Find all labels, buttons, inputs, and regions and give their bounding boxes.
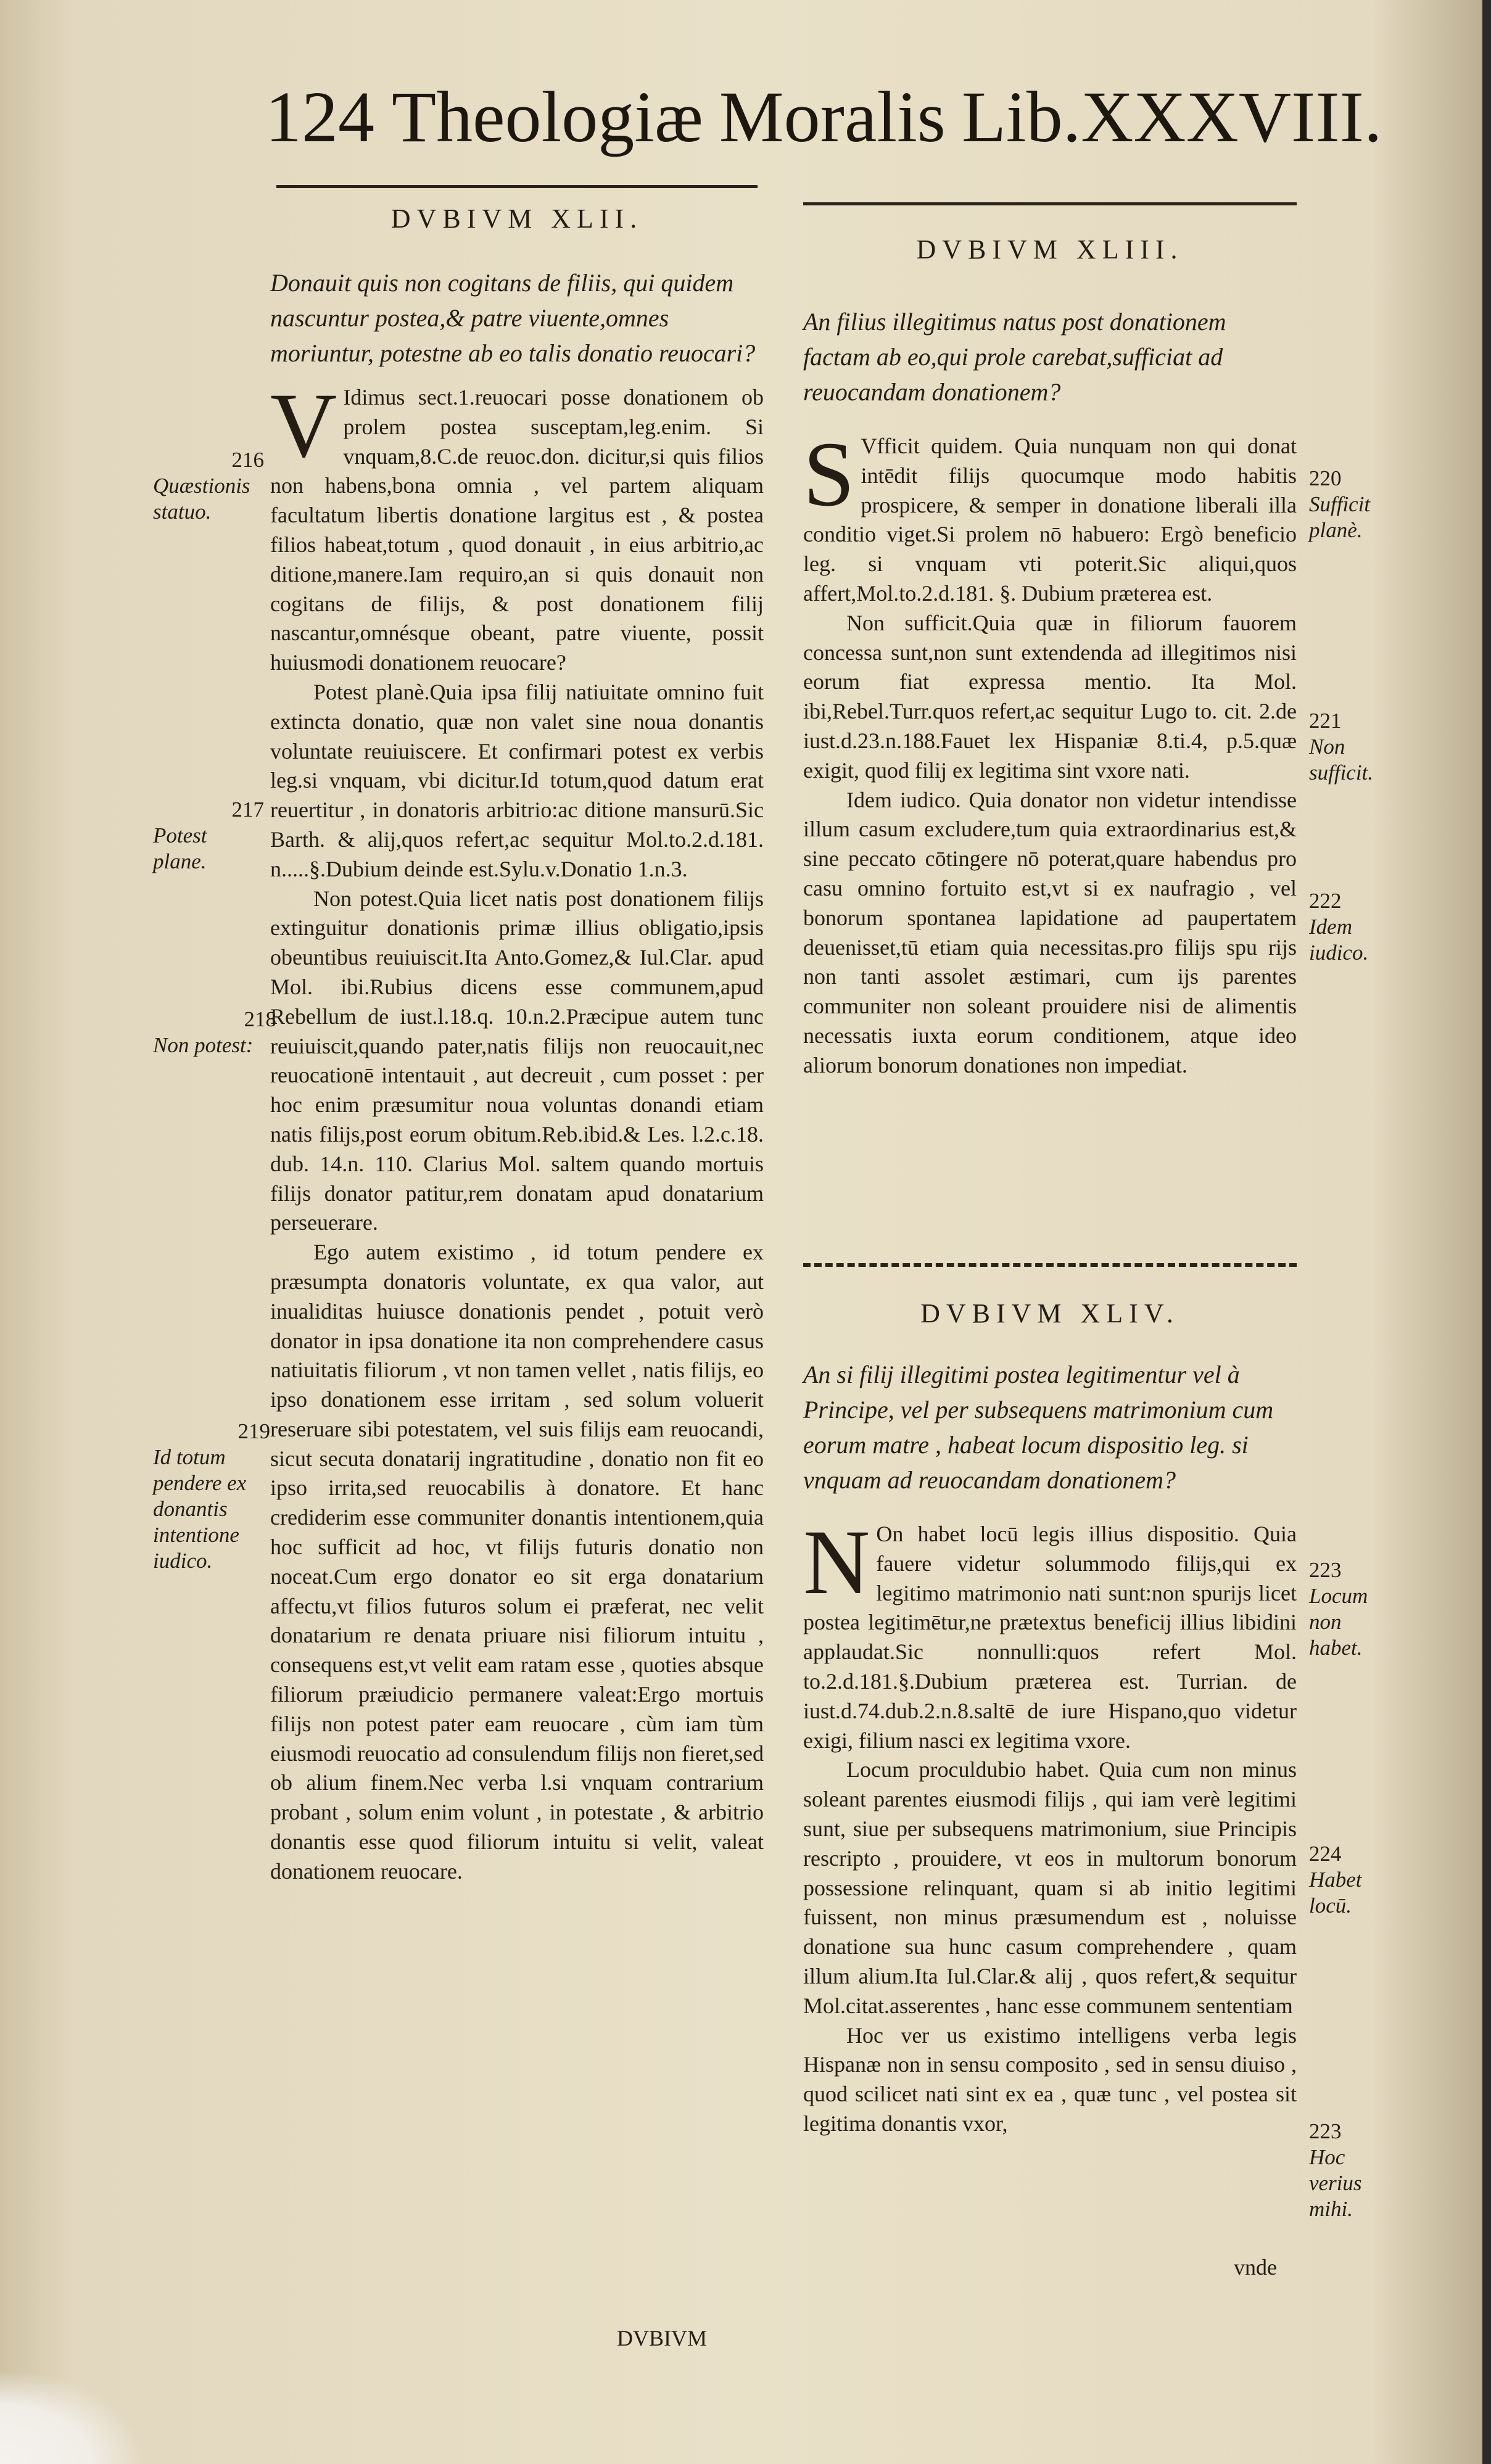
margin-note-217	[153, 797, 264, 875]
header-rule-right	[803, 202, 1297, 209]
dubium-42-heading: DVBIVM XLII.	[390, 204, 643, 234]
margin-note-223b-text: Hoc verius mihi.	[1309, 2145, 1362, 2221]
dubium-43-heading: DVBIVM XLIII.	[916, 234, 1184, 265]
margin-note-219	[153, 1419, 270, 1574]
paragraph-220	[803, 423, 1297, 609]
margin-note-222-number: 222	[1309, 889, 1342, 913]
margin-note-224	[1309, 1841, 1395, 1919]
paragraph-216-text: Idimus sect.1.reuocari posse donationem ob prolem postea susceptam,leg.enim. Si vnquam,8.C.de reuoc.don. dicitur,si quis filios non habens,bona omnia , vel partem aliquam facultatum libertis donatione largitus est , & postea filios habeat,totum , quod donauit , in eius arbitrio,ac ditione,manere.Iam requiro,an si quis donauit non cogitans de filijs, & post donationem filij nascantur,omnésque obeant, patre viuente, possit huiusmodi donationem reuocare?	[270, 385, 764, 675]
margin-note-223a	[1309, 1557, 1389, 1661]
margin-note-216-number: 216	[231, 448, 264, 472]
paragraph-224: Locum proculdubio habet. Quia cum non minus soleant parentes eiusmodi filijs , qui iam verè legitimi sunt, siue per subsequens matrimonium, siue Principis rescripto , prouidere, vt eos in multorum bonorum possessione relinquant, quam si ab initio legitimi fuissent, non minus præsumendum est , noluisse donatione sua hunc casum comprehendere , quam illum alium.Ita Iul.Clar.& alij , quos refert,& sequitur Mol.citat.asserentes , hanc esse communem sententiam	[803, 1757, 1297, 2018]
paragraph-221: Non sufficit.Quia quæ in filiorum fauorem concessa sunt,non sunt extendenda ad illegitimos nisi eorum fiat expressa mentio. Ita Mol. ibi,Rebel.Turr.quos refert,ac sequitur Lugo to. cit. 2.de iust.d.23.n.188.Fauet lex Hispaniæ 8.ti.4, p.5.quæ exigit, quod filij ex legitima sint vxore nati.	[803, 610, 1297, 783]
dubium-43-question: An filius illegitimus natus post donationem factam ab eo,qui prole carebat,sufficiat ad reuocandam donationem?	[803, 308, 1226, 406]
page-tear	[0, 2371, 142, 2464]
paragraph-220-text: Vfficit quidem. Quia nunquam non qui donat intēdit filijs quocumque modo habitis prospicere, & semper in donatione liberali illa conditio viget.Si prolem nō habuero: Ergò beneficio leg. si vnquam vti poterit.Sic aliqui,quos affert,Mol.to.2.d.181. §. Dubium præterea est.	[803, 434, 1297, 606]
right-column	[803, 231, 1297, 1081]
catchword: vnde	[1234, 2255, 1277, 2280]
dropcap-s: S	[803, 423, 855, 525]
margin-note-223a-number: 223	[1309, 1558, 1342, 1582]
paragraph-225: Hoc ver us existimo intelligens verba legis Hispanæ non in sensu composito , sed in sensu diuiso , quod scilicet nati sint ex ea , quæ tunc , vel postea sit legitima donantis vxor,	[803, 2022, 1297, 2136]
paragraph-223	[803, 1511, 1297, 1755]
paragraph-219: Ego autem existimo , id totum pendere ex præsumpta donatoris voluntate, ex qua valor, aut inualiditas huiusce donationis pendet , potuit verò donator in ipsa donatione ita non comprehendere casus natiuitatis filiorum , vt non tamen vellet , natis filijs, eo ipso donationem esse irritam , sed solum voluerit reseruare sibi potestatem, vel suis filijs eam reuocandi, sicut secuta donatarij ingratitudine , donatio non fit eo ipso irrita,sed reuocabilis à donatore. Et hanc crediderim esse communiter donantis intentionem,quia hoc sufficit ad hoc, vt filijs futuris donatio non noceat.Cum ergo donator eo sit erga donatarium affectu,vt filios futuros solum ei præferat, nec velit donatarium re denata priuare nisi filiorum intuitu , consequens est,vt velit eam ratam esse , quoties absque filiorum præiudicio permanere valeat:Ergo mortuis filijs non potest pater eam reuocare , cùm iam tùm eiusmodi reuocatio ad consulendum filijs non fieret,sed ob alium finem.Nec verba l.si vnquam contrarium probant , solum enim volunt , in potestate , & arbitrio donantis esse quod filiorum intuitu si velit, valeat donationem reuocare.	[270, 1240, 764, 1884]
dropcap-n: N	[803, 1511, 870, 1613]
margin-note-217-number: 217	[231, 797, 264, 822]
margin-note-220-number: 220	[1309, 466, 1342, 490]
margin-note-218-text: Non potest:	[153, 1033, 254, 1057]
header-rule-left	[276, 185, 758, 192]
dubium-42-question: Donauit quis non cogitans de filiis, qui quidem nascuntur postea,& patre viuente,omnes moriuntur, potestne ab eo talis donatio reuocari?	[270, 269, 756, 367]
dropcap-v: V	[270, 374, 337, 477]
margin-note-223b	[1309, 2119, 1395, 2222]
page-number: 124	[265, 76, 374, 157]
margin-note-224-text: Habet locū.	[1309, 1868, 1362, 1918]
paragraph-218: Non potest.Quia licet natis post donationem filijs extinguitur donationis primæ illius obligatio,ipsis obeuntibus reuiuiscit.Ita Anto.Gomez,& Iul.Clar. apud Mol. ibi.Rubius dicens esse communem,apud Rebellum de iust.l.18.q. 10.n.2.Præcipue autem tunc reuiuiscit,quando pater,natis filijs non reuocauit,nec reuocationē intentauit , aut decreuit , cum posset : per hoc enim præsumitur noua voluntas donandi etiam natis filijs,post eorum obitum.Reb.ibid.& Les. l.2.c.18. dub. 14.n. 110. Clarius Mol. saltem quando mortuis filijs donator patitur,rem donatam apud donatarium perseuerare.	[270, 886, 764, 1235]
dubium-44-heading: DVBIVM XLIV.	[920, 1298, 1179, 1329]
left-column	[270, 200, 764, 1887]
running-title-3: Lib.XXXVIII.	[961, 76, 1382, 157]
margin-note-218-number: 218	[244, 1007, 276, 1031]
section-divider	[803, 1263, 1297, 1271]
running-title-1: Theologiæ	[392, 76, 703, 157]
margin-note-219-number: 219	[237, 1419, 270, 1443]
running-head	[265, 71, 1382, 163]
paragraph-216	[270, 374, 764, 678]
margin-note-224-number: 224	[1309, 1842, 1342, 1866]
paragraph-222: Idem iudico. Quia donator non videtur intendisse illum casum excludere,tum quia extraordinarius est,& sine peccato cōtingere nō poterat,quare habendus pro casu omnino fortuito est,vt si ex naufragio , vel bonorum spontanea lapidatione ad paupertatem deuenisset,tū etiam quia necessitas.pro filijs spu rijs non tanti assolet æstimari, cum ijs parentes communiter non soleant prouidere nisi de alimentis necessatis iuxta eorum conditionem, atque ideo aliorum bonorum donationes non impediat.	[803, 787, 1297, 1077]
margin-note-220	[1309, 466, 1383, 543]
margin-note-221-text: Non sufficit.	[1309, 735, 1374, 785]
margin-note-223b-number: 223	[1309, 2119, 1342, 2143]
margin-note-217-text: Potest plane.	[153, 823, 207, 873]
page-edge	[1482, 0, 1491, 2464]
paragraph-223-text: On habet locū legis illius dispositio. Quia fauere videtur solummodo filijs,qui ex legitimo matrimonio nati sunt:non spurijs licet postea legitimētur,ne prætextus beneficij illius libidini applaudat.Sic nonnulli:quos refert Mol. to.2.d.181.§.Dubium præterea est. Turrian. de iust.d.74.dub.2.n.8.saltē de iure Hispano,quo videtur exigi, filium nasci ex legitima vxore.	[803, 1522, 1297, 1753]
margin-note-222	[1309, 888, 1383, 966]
right-column-lower	[803, 1295, 1297, 2139]
footer-catchword: DVBIVM	[617, 2326, 708, 2351]
margin-note-221-number: 221	[1309, 709, 1342, 733]
margin-note-220-text: Sufficit planè.	[1309, 492, 1371, 542]
margin-note-222-text: Idem iudico.	[1309, 915, 1369, 965]
dubium-44-question: An si filij illegitimi postea legitimentur vel à Principe, vel per subsequens matrimonium cum eorum matre , habeat locum dispositio leg. si vnquam ad reuocandam donationem?	[803, 1361, 1274, 1494]
running-title-2: Moralis	[719, 76, 946, 157]
margin-note-216-text: Quæstionis statuo.	[153, 474, 250, 524]
margin-note-223a-text: Locum non habet.	[1309, 1584, 1368, 1660]
paragraph-217: Potest planè.Quia ipsa filij natiuitate omnino fuit extincta donatio, quæ non valet sine noua donantis voluntate reuiuiscere. Et confirmari potest ex verbis leg.si vnquam, vbi dicitur.Id totum,quod datum erat reuertitur , in donatoris arbitrio:ac ditione mansurū.Sic Barth. & alij,quos refert,ac sequitur Mol.to.2.d.181. n.....§.Dubium deinde est.Sylu.v.Donatio 1.n.3.	[270, 679, 764, 881]
margin-note-221	[1309, 708, 1383, 786]
margin-note-218	[153, 1007, 276, 1058]
margin-note-219-text: Id totum pendere ex donantis intentione iudico.	[153, 1445, 247, 1573]
margin-note-216	[153, 447, 264, 525]
